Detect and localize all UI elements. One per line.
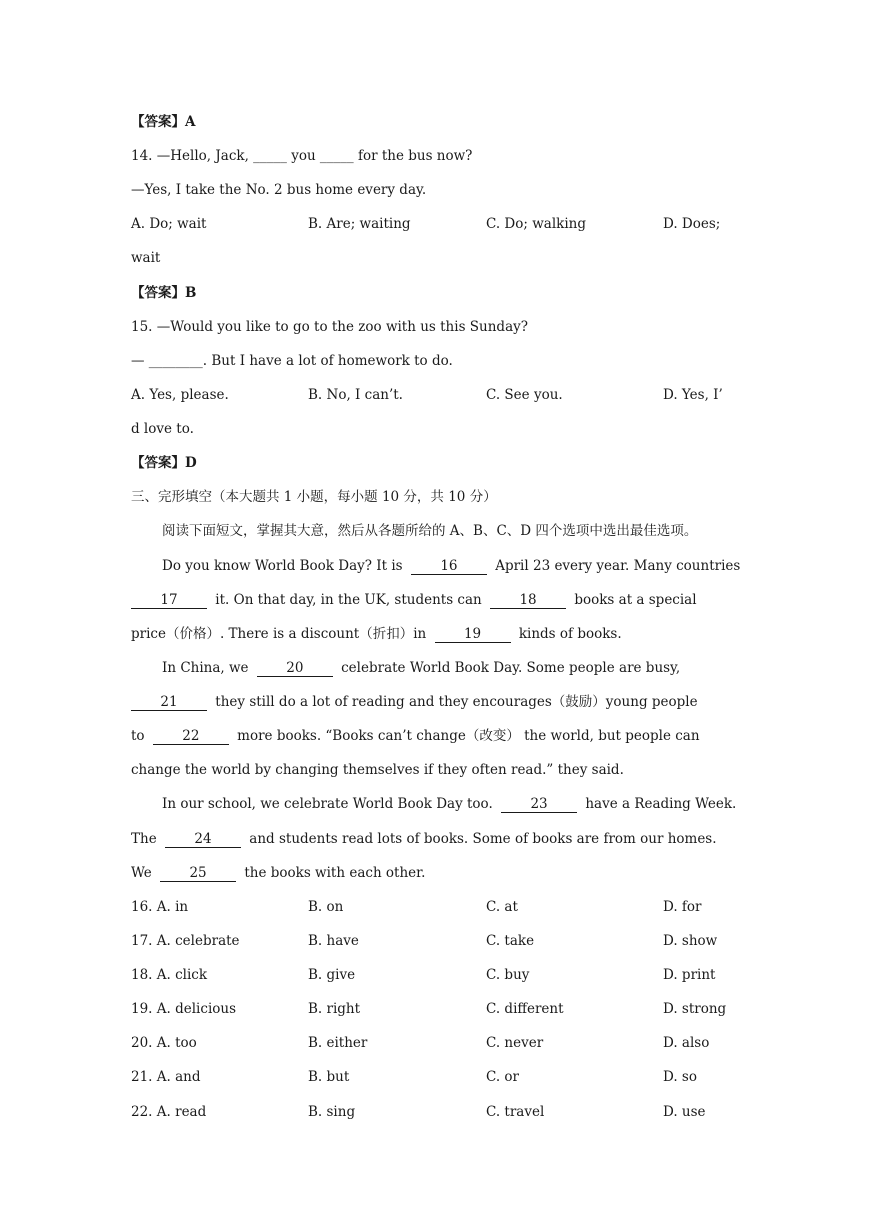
- passage-line-3: price（价格）. There is a discount（折扣）in 19 kinds of books.: [131, 626, 622, 642]
- q14-option-c: C. Do; walking: [486, 216, 586, 232]
- answer-15: 【答案】D: [131, 455, 197, 471]
- choice-row: 22. A. read B. sing C. travel D. use: [131, 1104, 706, 1120]
- choice-row: 17. A. celebrate B. have C. take D. show: [131, 933, 718, 949]
- answer-13: 【答案】A: [131, 114, 196, 130]
- passage-line-6: to 22 more books. “Books can’t change（改变） the world, but people can: [131, 728, 700, 744]
- passage-line-5: 21 they still do a lot of reading and they encourages（鼓励）young people: [131, 692, 698, 712]
- choice-row: 18. A. click B. give C. buy D. print: [131, 967, 716, 983]
- q15-options: [131, 385, 737, 405]
- blank-19: 19: [435, 626, 511, 643]
- choice-row: 19. A. delicious B. right C. different D. strong: [131, 1001, 727, 1017]
- q15-reply: — ________. But I have a lot of homework to do.: [131, 353, 453, 369]
- q15-question: 15. —Would you like to go to the zoo with us this Sunday?: [131, 319, 528, 335]
- passage-line-4: In China, we 20 celebrate World Book Day. Some people are busy,: [162, 660, 681, 676]
- q15-option-b: B. No, I can’t.: [308, 387, 403, 403]
- q14-option-d: D. Does;: [663, 216, 721, 232]
- q15-option-d: D. Yes, I’: [663, 387, 723, 403]
- q14-question: 14. —Hello, Jack, _____ you _____ for the bus now?: [131, 148, 473, 164]
- blank-23: 23: [501, 796, 577, 813]
- choice-row: 16. A. in B. on C. at D. for: [131, 899, 702, 915]
- q15-option-wrap: d love to.: [131, 421, 194, 437]
- q14-reply: —Yes, I take the No. 2 bus home every day.: [131, 182, 427, 198]
- blank-20: 20: [257, 660, 333, 677]
- section-instruction: 阅读下面短文，掌握其大意，然后从各题所给的 A、B、C、D 四个选项中选出最佳选项。: [162, 523, 698, 539]
- passage-line-2: 17 it. On that day, in the UK, students can 18 books at a special: [131, 590, 697, 610]
- blank-25: 25: [160, 865, 236, 882]
- passage-line-1: Do you know World Book Day? It is 16 April 23 every year. Many countries: [162, 558, 741, 574]
- section-title: 三、完形填空（本大题共 1 小题，每小题 10 分，共 10 分）: [131, 489, 497, 505]
- passage-line-9: The 24 and students read lots of books. Some of books are from our homes.: [131, 831, 717, 847]
- q15-option-a: A. Yes, please.: [131, 387, 229, 403]
- blank-16: 16: [411, 558, 487, 575]
- passage-line-8: In our school, we celebrate World Book Day too. 23 have a Reading Week.: [162, 796, 737, 812]
- blank-17: 17: [131, 592, 207, 609]
- q15-option-c: C. See you.: [486, 387, 563, 403]
- q14-option-b: B. Are; waiting: [308, 216, 411, 232]
- blank-24: 24: [165, 831, 241, 848]
- choice-row: 21. A. and B. but C. or D. so: [131, 1069, 697, 1085]
- blank-22: 22: [153, 728, 229, 745]
- q14-option-a: A. Do; wait: [131, 216, 207, 232]
- answer-14: 【答案】B: [131, 285, 197, 301]
- blank-21: 21: [131, 694, 207, 711]
- choice-row: 20. A. too B. either C. never D. also: [131, 1035, 710, 1051]
- passage-line-7: change the world by changing themselves if they often read.” they said.: [131, 762, 624, 778]
- passage-line-10: We 25 the books with each other.: [131, 865, 426, 881]
- blank-18: 18: [490, 592, 566, 609]
- q14-options: [131, 214, 737, 234]
- q14-option-wrap: wait: [131, 250, 161, 266]
